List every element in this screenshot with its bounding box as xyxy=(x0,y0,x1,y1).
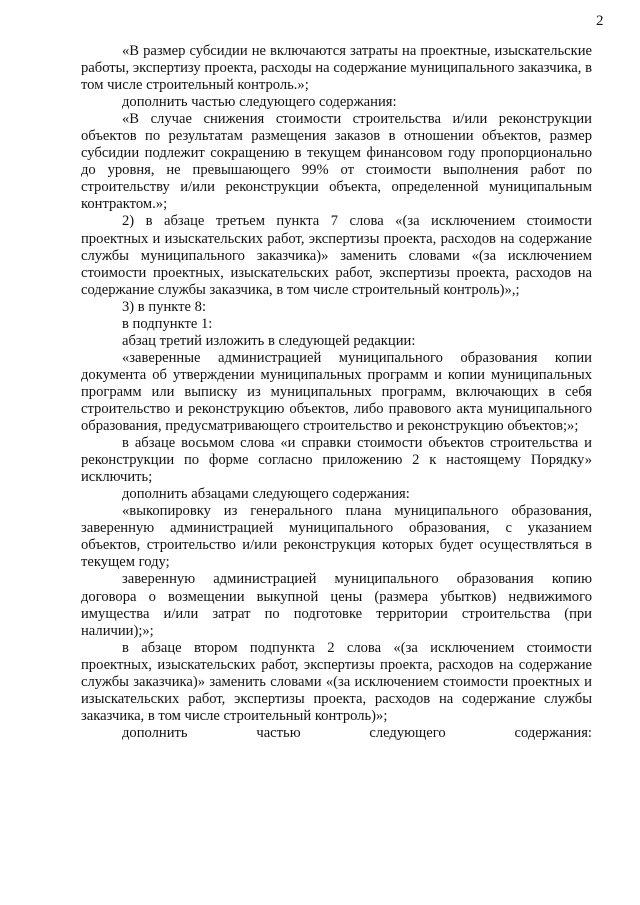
page-number: 2 xyxy=(596,13,604,29)
paragraph-item-2: 2) в абзаце третьем пункта 7 слова «(за исключением стоимости проектных и изыскательских работ, экспертизы проекта, расходов на содержание службы муниципального заказчика)» заменить словами «(за исключением стоимости проектных, изыскательских работ, экспертизы проекта, расходов на содержание службы заказчика, в том числе строительный контроль)»,; xyxy=(81,213,592,298)
paragraph-subitem-2: в абзаце втором подпункта 2 слова «(за исключением стоимости проектных, изыскательских работ, экспертизы проекта, расходов на содержание службы заказчика)» заменить словами «(за исключением стоимости проектных и изыскательских работ, экспертизы проекта, расходов на содержание службы заказчика, в том числе строительный контроль)»; xyxy=(81,639,592,724)
paragraph-add-part-final: дополнить частью следующего содержания: xyxy=(122,724,592,741)
paragraph-general-plan: «выкопировку из генерального плана муниципального образования, заверенную администрацией муниципального образования, с указанием объектов, строительство и/или реконструкция которых будет осуществляться в текущем году; xyxy=(81,503,592,571)
paragraph-add-abzacs: дополнить абзацами следующего содержания: xyxy=(122,486,410,503)
paragraph-cost-reduction: «В случае снижения стоимости строительства и/или реконструкции объектов по результатам размещения заказов в отношении объектов, размер субсидии подлежит сокращению в текущем финансовом году пропорционально до уровня, не превышающего 99% от стоимости выполнения работ по строительству и/или реконструкции объекта, определенной муниципальным контрактом.»; xyxy=(81,111,592,213)
paragraph-add-part: дополнить частью следующего содержания: xyxy=(122,94,397,111)
paragraph-eighth-abzac: в абзаце восьмом слова «и справки стоимости объектов строительства и реконструкции по форме согласно приложению 2 к настоящему Порядку» исключить; xyxy=(81,435,592,486)
paragraph-third-abzac: абзац третий изложить в следующей редакции: xyxy=(122,332,416,349)
paragraph-certified-copies: «заверенные администрацией муниципального образования копии документа об утверждении муниципальных программ и копии муниципальных программ или выписку из муниципальных программ, включающих в себя строительство и реконструкцию объектов, либо правового акта муниципального образования, предусматривающего строительство и реконструкцию объектов;»; xyxy=(81,349,592,435)
paragraph-subsidy-exclusions: «В размер субсидии не включаются затраты на проектные, изыскательские работы, экспертизу проекта, расходы на содержание муниципального заказчика, в том числе строительный контроль.»; xyxy=(81,43,592,94)
paragraph-item-3: 3) в пункте 8: xyxy=(122,298,207,315)
document-body xyxy=(81,43,592,742)
paragraph-contract-copy: заверенную администрацией муниципального образования копию договора о возмещении выкупной цены (размера убытков) недвижимого имущества и/или затрат по подготовке территории строительства (при наличии);»; xyxy=(81,571,592,639)
paragraph-subitem-1: в подпункте 1: xyxy=(122,315,213,332)
